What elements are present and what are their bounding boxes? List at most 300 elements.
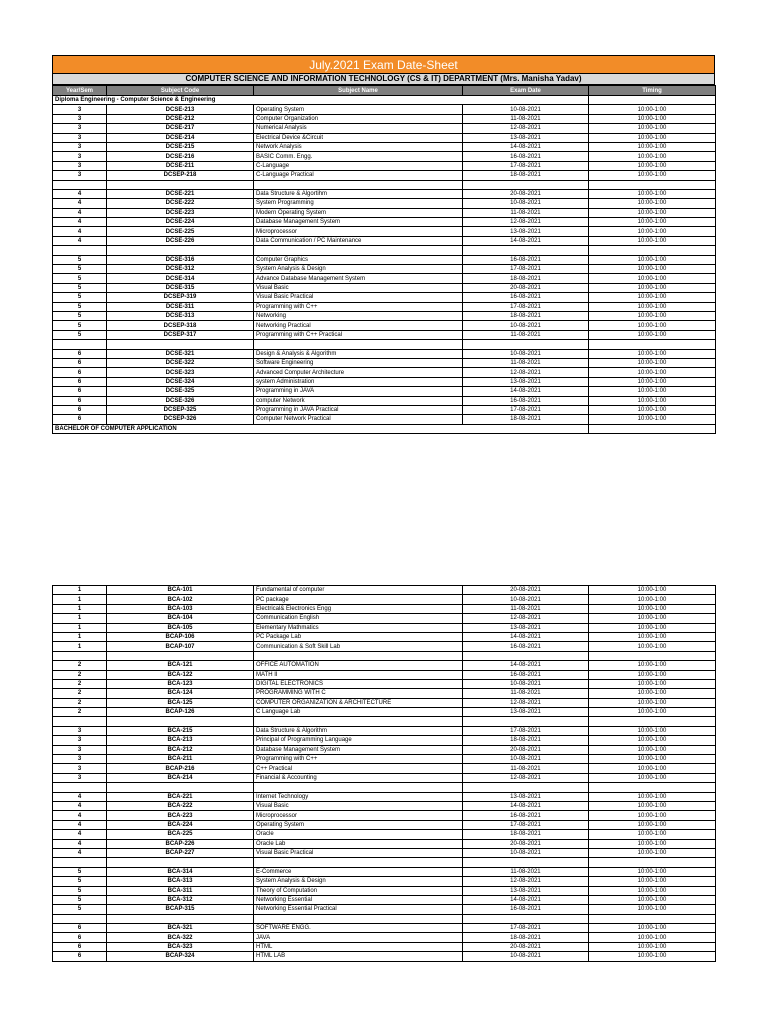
exam-date-cell: 14-08-2021 [463,236,589,245]
exam-date-cell: 16-08-2021 [463,255,589,264]
year-sem-cell: 5 [53,905,107,914]
exam-datesheet-bca [52,585,715,962]
table-row [53,255,716,264]
section-row-bca [53,424,716,433]
column-header-row [53,86,716,96]
subject-code-cell: BCAP-106 [107,632,254,641]
timing-cell: 10:00-1:00 [589,152,716,161]
timing-cell: 10:00-1:00 [589,755,716,764]
year-sem-cell: 4 [53,236,107,245]
subject-name-cell: Database Management System [254,218,463,227]
year-sem-cell: 1 [53,642,107,651]
exam-date-cell: 14-08-2021 [463,661,589,670]
exam-date-cell: 12-08-2021 [463,614,589,623]
subject-code-cell: BCA-215 [107,726,254,735]
timing-cell: 10:00-1:00 [589,745,716,754]
subject-name-cell: Operating System [254,820,463,829]
subject-name-cell: Data Structure & Algorithm [254,726,463,735]
subject-code-cell: BCAP-216 [107,764,254,773]
subject-name-cell: Principal of Programming Language [254,736,463,745]
timing-cell: 10:00-1:00 [589,218,716,227]
timing-cell: 10:00-1:00 [589,595,716,604]
table-row [53,330,716,339]
subject-name-cell: System Programming [254,199,463,208]
table-row [53,199,716,208]
timing-cell: 10:00-1:00 [589,689,716,698]
subject-code-cell: DCSE-323 [107,368,254,377]
subject-code-cell: DCSE-322 [107,358,254,367]
table-row [53,595,716,604]
timing-cell: 10:00-1:00 [589,726,716,735]
blank-row [53,180,716,189]
subject-name-cell: Financial & Accounting [254,773,463,782]
table-row [53,311,716,320]
subject-code-cell: BCAP-126 [107,708,254,717]
year-sem-cell: 4 [53,218,107,227]
timing-cell: 10:00-1:00 [589,614,716,623]
exam-date-cell: 11-08-2021 [463,114,589,123]
timing-cell: 10:00-1:00 [589,670,716,679]
subject-name-cell: Network Analysis [254,142,463,151]
subject-name-cell: PC package [254,595,463,604]
timing-cell: 10:00-1:00 [589,255,716,264]
exam-date-cell: 18-08-2021 [463,736,589,745]
exam-date-cell: 17-08-2021 [463,302,589,311]
department-title: COMPUTER SCIENCE AND INFORMATION TECHNOLOGY (CS & IT) DEPARTMENT (Mrs. Manisha Yadav) [52,74,715,85]
year-sem-cell: 5 [53,255,107,264]
year-sem-cell: 6 [53,396,107,405]
exam-date-cell: 12-08-2021 [463,773,589,782]
table-row [53,124,716,133]
exam-date-cell: 16-08-2021 [463,905,589,914]
subject-name-cell: Theory of Computation [254,886,463,895]
subject-code-cell: BCA-323 [107,942,254,951]
subject-name-cell: Programming with C++ [254,302,463,311]
timing-cell: 10:00-1:00 [589,330,716,339]
subject-name-cell: Visual Basic [254,801,463,810]
table-row [53,387,716,396]
blank-row [53,717,716,726]
year-sem-cell: 3 [53,773,107,782]
table-row [53,396,716,405]
year-sem-cell: 3 [53,152,107,161]
year-sem-cell: 6 [53,405,107,414]
timing-cell: 10:00-1:00 [589,773,716,782]
year-sem-cell: 3 [53,133,107,142]
table-row [53,661,716,670]
subject-code-cell: DCSEP-218 [107,171,254,180]
timing-cell: 10:00-1:00 [589,349,716,358]
year-sem-cell: 1 [53,595,107,604]
timing-cell: 10:00-1:00 [589,142,716,151]
timing-cell: 10:00-1:00 [589,661,716,670]
table-row [53,877,716,886]
subject-code-cell: DCSE-216 [107,152,254,161]
subject-name-cell: Computer Graphics [254,255,463,264]
exam-date-cell: 13-08-2021 [463,227,589,236]
header-year-sem: Year/Sem [53,86,107,96]
subject-name-cell: Elementary Mathmatics [254,623,463,632]
year-sem-cell: 2 [53,670,107,679]
exam-date-cell: 11-08-2021 [463,208,589,217]
table-row [53,586,716,595]
blank-row [53,914,716,923]
subject-code-cell: BCA-225 [107,830,254,839]
subject-name-cell: computer Network [254,396,463,405]
year-sem-cell: 6 [53,387,107,396]
subject-name-cell: OFFICE AUTOMATION [254,661,463,670]
subject-code-cell: DCSE-214 [107,133,254,142]
year-sem-cell: 5 [53,293,107,302]
exam-date-cell: 12-08-2021 [463,698,589,707]
timing-cell: 10:00-1:00 [589,358,716,367]
subject-name-cell: Advance Database Management System [254,274,463,283]
year-sem-cell: 5 [53,311,107,320]
year-sem-cell: 2 [53,708,107,717]
exam-date-cell: 13-08-2021 [463,377,589,386]
timing-cell: 10:00-1:00 [589,623,716,632]
table-row [53,764,716,773]
exam-date-cell: 11-08-2021 [463,330,589,339]
subject-code-cell: BCA-124 [107,689,254,698]
subject-name-cell: Advanced Computer Architecture [254,368,463,377]
subject-name-cell: Electrical Device &Circuit [254,133,463,142]
year-sem-cell: 1 [53,604,107,613]
subject-code-cell: BCA-213 [107,736,254,745]
year-sem-cell: 4 [53,208,107,217]
subject-code-cell: BCA-212 [107,745,254,754]
section-title-bca: BACHELOR OF COMPUTER APPLICATION [53,424,463,433]
table-row [53,142,716,151]
table-row [53,708,716,717]
table-row [53,236,716,245]
subject-name-cell: Networking Practical [254,321,463,330]
year-sem-cell: 3 [53,726,107,735]
exam-date-cell: 18-08-2021 [463,311,589,320]
timing-cell: 10:00-1:00 [589,830,716,839]
blank-row [53,858,716,867]
subject-name-cell: HTML [254,942,463,951]
timing-cell: 10:00-1:00 [589,105,716,114]
timing-cell: 10:00-1:00 [589,586,716,595]
subject-name-cell: COMPUTER ORGANIZATION & ARCHITECTURE [254,698,463,707]
subject-name-cell: Electrical& Electronics Engg [254,604,463,613]
exam-date-cell: 10-08-2021 [463,848,589,857]
timing-cell: 10:00-1:00 [589,764,716,773]
subject-code-cell: BCA-222 [107,801,254,810]
timing-cell: 10:00-1:00 [589,933,716,942]
year-sem-cell: 6 [53,415,107,424]
subject-name-cell: Networking Essential Practical [254,905,463,914]
subject-code-cell: DCSE-224 [107,218,254,227]
subject-code-cell: BCA-314 [107,867,254,876]
subject-code-cell: BCAP-315 [107,905,254,914]
year-sem-cell: 5 [53,321,107,330]
exam-date-cell: 10-08-2021 [463,595,589,604]
subject-name-cell: Visual Basic [254,283,463,292]
year-sem-cell: 3 [53,171,107,180]
subject-name-cell: Modern Operating System [254,208,463,217]
subject-name-cell: Numerical Analysis [254,124,463,133]
subject-name-cell: system Administration [254,377,463,386]
table-row [53,848,716,857]
year-sem-cell: 4 [53,848,107,857]
table-row [53,105,716,114]
blank-row [53,246,716,255]
timing-cell: 10:00-1:00 [589,801,716,810]
exam-date-cell: 13-08-2021 [463,792,589,801]
exam-date-cell: 17-08-2021 [463,820,589,829]
year-sem-cell: 2 [53,679,107,688]
subject-code-cell: BCAP-324 [107,952,254,961]
timing-cell: 10:00-1:00 [589,867,716,876]
year-sem-cell: 6 [53,942,107,951]
year-sem-cell: 6 [53,924,107,933]
timing-cell: 10:00-1:00 [589,642,716,651]
year-sem-cell: 3 [53,105,107,114]
exam-date-cell: 10-08-2021 [463,349,589,358]
year-sem-cell: 2 [53,689,107,698]
timing-cell: 10:00-1:00 [589,698,716,707]
subject-code-cell: DCSE-222 [107,199,254,208]
table-row [53,820,716,829]
timing-cell: 10:00-1:00 [589,302,716,311]
exam-date-cell: 12-08-2021 [463,218,589,227]
subject-code-cell: DCSEP-318 [107,321,254,330]
year-sem-cell: 4 [53,189,107,198]
table-row [53,726,716,735]
exam-date-cell: 20-08-2021 [463,586,589,595]
timing-cell: 10:00-1:00 [589,405,716,414]
subject-name-cell: PROGRAMMING WITH C [254,689,463,698]
subject-code-cell: BCA-121 [107,661,254,670]
subject-code-cell: BCA-101 [107,586,254,595]
subject-code-cell: DCSE-213 [107,105,254,114]
timing-cell: 10:00-1:00 [589,877,716,886]
subject-code-cell: DCSE-324 [107,377,254,386]
timing-cell: 10:00-1:00 [589,274,716,283]
subject-name-cell: Oracle [254,830,463,839]
subject-name-cell: Oracle Lab [254,839,463,848]
subject-name-cell: Internet Technology [254,792,463,801]
timing-cell: 10:00-1:00 [589,227,716,236]
exam-date-cell: 16-08-2021 [463,152,589,161]
year-sem-cell: 3 [53,142,107,151]
table-row [53,839,716,848]
timing-cell: 10:00-1:00 [589,283,716,292]
exam-date-cell: 11-08-2021 [463,689,589,698]
exam-date-cell: 13-08-2021 [463,886,589,895]
subject-name-cell: Data Communication / PC Maintenance [254,236,463,245]
subject-code-cell: BCA-102 [107,595,254,604]
exam-date-cell: 12-08-2021 [463,368,589,377]
exam-date-cell: 16-08-2021 [463,293,589,302]
table-row [53,604,716,613]
subject-code-cell: BCA-312 [107,895,254,904]
header-exam-date: Exam Date [463,86,589,96]
timing-cell: 10:00-1:00 [589,415,716,424]
year-sem-cell: 3 [53,745,107,754]
subject-code-cell: BCA-311 [107,886,254,895]
exam-date-cell: 14-08-2021 [463,895,589,904]
subject-code-cell: DCSEP-326 [107,415,254,424]
exam-date-cell: 13-08-2021 [463,708,589,717]
subject-name-cell: SOFTWARE ENGG. [254,924,463,933]
subject-name-cell: E-Commerce [254,867,463,876]
timing-cell: 10:00-1:00 [589,792,716,801]
timing-cell: 10:00-1:00 [589,377,716,386]
exam-date-cell: 17-08-2021 [463,726,589,735]
table-row [53,773,716,782]
subject-name-cell: Design & Analysis & Algorithm [254,349,463,358]
table-row [53,368,716,377]
timing-cell: 10:00-1:00 [589,905,716,914]
table-row [53,745,716,754]
exam-date-cell: 17-08-2021 [463,265,589,274]
year-sem-cell: 3 [53,755,107,764]
timing-cell: 10:00-1:00 [589,886,716,895]
year-sem-cell: 3 [53,124,107,133]
year-sem-cell: 5 [53,283,107,292]
exam-date-cell: 18-08-2021 [463,933,589,942]
year-sem-cell: 5 [53,274,107,283]
subject-name-cell: C Language Lab [254,708,463,717]
table-row [53,801,716,810]
subject-code-cell: DCSE-221 [107,189,254,198]
subject-code-cell: DCSE-315 [107,283,254,292]
table-row [53,670,716,679]
year-sem-cell: 5 [53,302,107,311]
table-row [53,152,716,161]
year-sem-cell: 6 [53,933,107,942]
timing-cell: 10:00-1:00 [589,924,716,933]
exam-date-cell: 20-08-2021 [463,839,589,848]
subject-name-cell: Computer Network Practical [254,415,463,424]
timing-cell: 10:00-1:00 [589,208,716,217]
subject-code-cell: BCA-125 [107,698,254,707]
exam-date-cell: 20-08-2021 [463,745,589,754]
subject-name-cell: C++ Practical [254,764,463,773]
subject-name-cell: C-Language [254,161,463,170]
header-subject-code: Subject Code [107,86,254,96]
year-sem-cell: 6 [53,358,107,367]
subject-code-cell: BCA-211 [107,755,254,764]
exam-date-cell: 13-08-2021 [463,623,589,632]
exam-date-cell: 17-08-2021 [463,161,589,170]
timing-cell: 10:00-1:00 [589,368,716,377]
subject-code-cell: DCSE-312 [107,265,254,274]
timing-cell: 10:00-1:00 [589,387,716,396]
subject-name-cell: PC Package Lab [254,632,463,641]
table-row [53,614,716,623]
table-row [53,208,716,217]
table-row [53,405,716,414]
subject-name-cell: System Analysis & Design [254,265,463,274]
year-sem-cell: 4 [53,811,107,820]
blank-row [53,783,716,792]
exam-date-cell: 16-08-2021 [463,811,589,820]
exam-date-cell: 14-08-2021 [463,632,589,641]
subject-name-cell: C-Language Practical [254,171,463,180]
subject-name-cell: Database Management System [254,745,463,754]
subject-code-cell: BCA-103 [107,604,254,613]
subject-code-cell: BCAP-227 [107,848,254,857]
subject-name-cell: Microprocessor [254,811,463,820]
subject-code-cell: DCSE-211 [107,161,254,170]
blank-row [53,651,716,660]
year-sem-cell: 6 [53,952,107,961]
exam-date-cell: 14-08-2021 [463,801,589,810]
table-row [53,302,716,311]
exam-date-cell: 10-08-2021 [463,952,589,961]
timing-cell: 10:00-1:00 [589,161,716,170]
year-sem-cell: 2 [53,661,107,670]
subject-name-cell: DIGITAL ELECTRONICS [254,679,463,688]
subject-code-cell: BCAP-107 [107,642,254,651]
exam-datesheet-top [52,55,715,434]
table-row [53,415,716,424]
bca-table [52,585,716,962]
subject-code-cell: BCA-224 [107,820,254,829]
header-subject-name: Subject Name [254,86,463,96]
table-row [53,867,716,876]
year-sem-cell: 6 [53,368,107,377]
subject-code-cell: DCSE-321 [107,349,254,358]
timing-cell: 10:00-1:00 [589,133,716,142]
subject-code-cell: BCA-221 [107,792,254,801]
table-row [53,736,716,745]
table-row [53,952,716,961]
timing-cell: 10:00-1:00 [589,293,716,302]
subject-name-cell: Microprocessor [254,227,463,236]
table-row [53,632,716,641]
table-row [53,189,716,198]
year-sem-cell: 3 [53,161,107,170]
table-row [53,283,716,292]
exam-date-cell: 20-08-2021 [463,189,589,198]
timing-cell: 10:00-1:00 [589,124,716,133]
subject-name-cell: Visual Basic Practical [254,293,463,302]
subject-code-cell: DCSE-314 [107,274,254,283]
subject-code-cell: DCSEP-317 [107,330,254,339]
subject-code-cell: DCSE-217 [107,124,254,133]
timing-cell: 10:00-1:00 [589,820,716,829]
subject-name-cell: Software Engineering [254,358,463,367]
year-sem-cell: 5 [53,330,107,339]
exam-date-cell: 18-08-2021 [463,830,589,839]
subject-name-cell: Communication English [254,614,463,623]
exam-date-cell: 12-08-2021 [463,124,589,133]
year-sem-cell: 5 [53,867,107,876]
table-row [53,792,716,801]
subject-code-cell: BCA-321 [107,924,254,933]
year-sem-cell: 3 [53,736,107,745]
exam-date-cell: 14-08-2021 [463,142,589,151]
exam-date-cell: 13-08-2021 [463,133,589,142]
table-row [53,895,716,904]
timing-cell: 10:00-1:00 [589,708,716,717]
subject-code-cell: BCAP-226 [107,839,254,848]
table-row [53,679,716,688]
year-sem-cell: 3 [53,114,107,123]
timing-cell: 10:00-1:00 [589,189,716,198]
timing-cell: 10:00-1:00 [589,396,716,405]
exam-date-cell: 17-08-2021 [463,924,589,933]
subject-code-cell: BCA-313 [107,877,254,886]
table-row [53,689,716,698]
header-timing: Timing [589,86,716,96]
table-row [53,698,716,707]
